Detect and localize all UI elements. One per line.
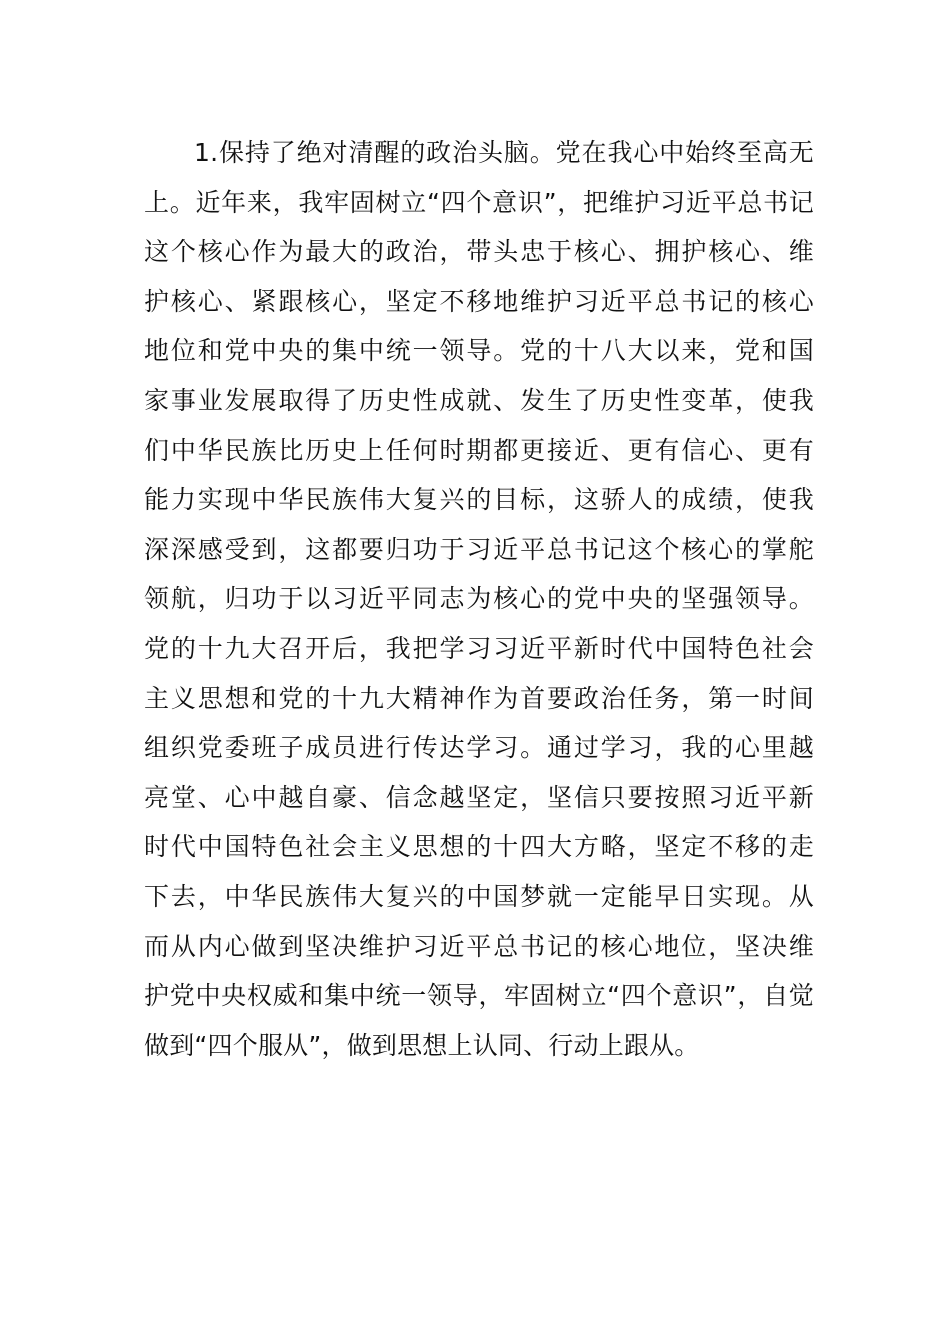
paragraph-line: 下去，中华民族伟大复兴的中国梦就一定能早日实现。从 (144, 881, 814, 911)
paragraph-line: 主义思想和党的十九大精神作为首要政治任务，第一时间 (144, 683, 814, 713)
body-paragraph (144, 128, 814, 1070)
paragraph-line: 们中华民族比历史上任何时期都更接近、更有信心、更有 (144, 435, 814, 465)
paragraph-line: 深深感受到，这都要归功于习近平总书记这个核心的掌舵 (144, 534, 814, 564)
paragraph-line: 家事业发展取得了历史性成就、发生了历史性变革，使我 (144, 385, 814, 415)
paragraph-line-last: 做到“四个服从”，做到思想上认同、行动上跟从。 (144, 1030, 700, 1060)
paragraph-line: 领航，归功于以习近平同志为核心的党中央的坚强领导。 (144, 584, 814, 614)
paragraph-line: 护党中央权威和集中统一领导，牢固树立“四个意识”，自觉 (144, 981, 814, 1011)
paragraph-line: 这个核心作为最大的政治，带头忠于核心、拥护核心、维 (144, 237, 814, 267)
paragraph-line: 能力实现中华民族伟大复兴的目标，这骄人的成绩，使我 (144, 485, 814, 515)
paragraph-line: 亮堂、心中越自豪、信念越坚定，坚信只要按照习近平新 (144, 782, 814, 812)
paragraph-line: 护核心、紧跟核心，坚定不移地维护习近平总书记的核心 (144, 286, 814, 316)
paragraph-line: 而从内心做到坚决维护习近平总书记的核心地位，坚决维 (144, 931, 814, 961)
paragraph-line: 时代中国特色社会主义思想的十四大方略，坚定不移的走 (144, 832, 814, 862)
paragraph-line: 党的十九大召开后，我把学习习近平新时代中国特色社会 (144, 633, 814, 663)
paragraph-line: 组织党委班子成员进行传达学习。通过学习，我的心里越 (144, 733, 814, 763)
paragraph-line: 地位和党中央的集中统一领导。党的十八大以来，党和国 (144, 336, 814, 366)
paragraph-line: 1.保持了绝对清醒的政治头脑。党在我心中始终至高无 (194, 138, 814, 167)
paragraph-line: 上。近年来，我牢固树立“四个意识”，把维护习近平总书记 (144, 187, 814, 217)
